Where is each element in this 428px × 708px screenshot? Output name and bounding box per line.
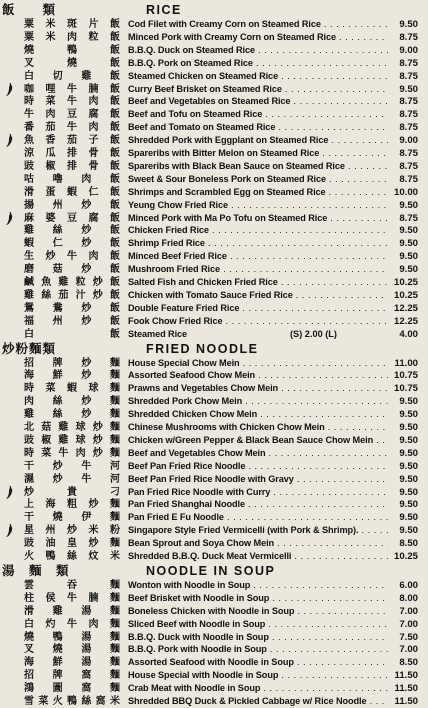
- menu-item-row: [0, 289, 428, 302]
- menu-item-name: Mushroom Fried Rice . . .: [128, 263, 388, 276]
- menu-item-chinese-name: 豉油皇炒麵: [24, 538, 120, 550]
- menu-item-row: [0, 186, 428, 199]
- menu-item-price: 10.75: [393, 383, 418, 395]
- menu-item-chinese-name: 咕嚕肉飯: [24, 173, 120, 185]
- menu-item-price: 9.50: [399, 409, 418, 421]
- menu-item-chinese-name: 上海粗炒麵: [24, 499, 120, 511]
- menu-item-row: [0, 31, 428, 44]
- menu-item-price: 9.50: [399, 225, 418, 237]
- menu-item-row: [0, 460, 428, 473]
- menu-item-chinese-name: 雲吞麵: [24, 579, 120, 591]
- menu-item-price: 9.50: [399, 251, 418, 263]
- menu-item-price: 10.25: [393, 551, 418, 562]
- menu-item-name: Crab Meat with Noodle in Soup . . .: [128, 682, 388, 695]
- menu-item-price: 8.75: [399, 122, 418, 134]
- menu-item-name: Wonton with Noodle in Soup . . .: [128, 579, 388, 592]
- menu-item-row: [0, 395, 428, 408]
- menu-item-chinese-name: 番茄牛肉飯: [24, 122, 120, 134]
- menu-item-row: [0, 250, 428, 263]
- chili-pepper-icon: [4, 211, 14, 226]
- menu-item-price: 9.50: [399, 512, 418, 524]
- menu-item-chinese-name: 燒鴨湯麵: [24, 631, 120, 643]
- menu-item-chinese-name: 粟米斑片飯: [24, 19, 120, 30]
- menu-item-price: 8.75: [399, 57, 418, 69]
- menu-item-row: [0, 421, 428, 434]
- menu-item-chinese-name: 肉絲炒麵: [24, 396, 120, 408]
- menu-item-chinese-name: 滑雞湯麵: [24, 605, 120, 617]
- menu-item-price: 8.75: [399, 70, 418, 82]
- menu-item-name: Shredded B.B.Q. Duck Meat Vermicelli . . .: [128, 550, 388, 563]
- menu-item-name: Assorted Seafood Chow Mein . . .: [128, 369, 388, 382]
- menu-item-price: 11.00: [394, 357, 418, 369]
- menu-item-price: 8.75: [399, 148, 418, 159]
- menu-item-chinese-name: 雞絲炒麵: [24, 409, 120, 421]
- menu-item-name: Pan Fried E Fu Noodle . . .: [128, 511, 388, 524]
- menu-item-chinese-name: 炒貴刁: [24, 486, 120, 498]
- menu-item-name: Minced Pork with Creamy Corn on Steamed Rice . . .: [128, 31, 388, 44]
- menu-item-row: [0, 579, 428, 592]
- menu-item-chinese-name: 海鮮炒麵: [24, 370, 120, 382]
- menu-item-price: 9.00: [399, 135, 418, 147]
- section-title: RICE: [146, 3, 182, 17]
- menu-item-chinese-name: 干炒牛河: [24, 460, 120, 472]
- menu-item-name: B.B.Q. Duck with Noodle in Soup . . .: [128, 631, 388, 644]
- menu-item-price: 8.50: [399, 657, 418, 669]
- menu-item-row: [0, 631, 428, 644]
- menu-item-row: [0, 408, 428, 421]
- menu-item-row: [0, 147, 428, 160]
- section-title: FRIED NOODLE: [146, 341, 259, 356]
- menu-item-price: 12.25: [393, 302, 418, 314]
- menu-item-price: 8.75: [399, 31, 418, 43]
- section-header: [0, 563, 428, 579]
- menu-item-chinese-name: 白切雞飯: [24, 70, 120, 82]
- menu-item-price: 9.50: [399, 447, 418, 459]
- menu-item-name: B.B.Q. Pork with Noodle in Soup . . .: [128, 643, 388, 656]
- menu-item-chinese-name: 柱侯牛腩麵: [24, 592, 120, 604]
- menu-item-price: 9.50: [399, 199, 418, 211]
- menu-item-row: [0, 173, 428, 186]
- menu-item-name: Sweet & Sour Boneless Pork on Steamed Rice . . .: [128, 173, 388, 186]
- menu-item-row: [0, 315, 428, 328]
- menu-item-name: Assorted Seafood with Noodle in Soup . . .: [128, 656, 388, 669]
- menu-item-chinese-name: 時菜牛肉飯: [24, 96, 120, 108]
- menu-item-price: 9.50: [399, 473, 418, 485]
- menu-item-name: Beef and Vegetables on Steamed Rice . . .: [128, 95, 388, 108]
- menu-item-name: Chicken Fried Rice . . .: [128, 224, 388, 237]
- menu-item-chinese-name: 叉燒湯麵: [24, 644, 120, 656]
- menu-item-price: 9.50: [399, 460, 418, 472]
- chili-pepper-icon: [4, 133, 14, 148]
- menu-item-row: [0, 618, 428, 631]
- menu-item-price: 8.75: [399, 173, 418, 185]
- menu-item-chinese-name: 北菇雞球炒麵: [24, 422, 120, 433]
- menu-item-chinese-name: 雪菜火鴨絲窩米: [24, 696, 120, 707]
- menu-item-size-options: (S) 2.00 (L): [290, 328, 337, 339]
- menu-item-row: [0, 434, 428, 447]
- menu-item-row: [0, 682, 428, 695]
- menu-item-name: Sliced Beef with Noodle in Soup . . .: [128, 618, 388, 631]
- menu-item-chinese-name: 星州炒米粉: [24, 525, 120, 537]
- menu-item-name: Yeung Chow Fried Rice . . .: [128, 199, 388, 212]
- menu-item-price: 9.50: [399, 525, 418, 537]
- menu-item-row: [0, 656, 428, 669]
- menu-item-price: 7.50: [399, 631, 418, 643]
- menu-item-chinese-name: 白灼牛肉麵: [24, 618, 120, 630]
- menu-item-row: [0, 511, 428, 524]
- menu-item-name: Pan Fried Rice Noodle with Curry . . .: [128, 486, 388, 499]
- chili-pepper-icon: [4, 485, 14, 500]
- section-title: NOODLE IN SOUP: [146, 563, 276, 578]
- menu-item-name: Fook Chow Fried Rice . . .: [128, 315, 388, 328]
- menu-item-row: [0, 382, 428, 395]
- chili-pepper-icon: [4, 523, 14, 538]
- menu-item-price: 7.00: [399, 618, 418, 630]
- menu-item-name: Salted Fish and Chicken Fried Rice . . .: [128, 276, 388, 289]
- menu-item-name: Pan Fried Shanghai Noodle . . .: [128, 498, 388, 511]
- menu-item-name: Beef and Tomato on Steamed Rice . . .: [128, 121, 388, 134]
- menu-item-row: [0, 592, 428, 605]
- menu-item-chinese-name: 叉燒飯: [24, 57, 120, 69]
- menu-item-chinese-name: 雞絲炒飯: [24, 225, 120, 237]
- menu-item-row: [0, 695, 428, 708]
- menu-item-price: 8.75: [399, 212, 418, 224]
- menu-item-price: 9.50: [399, 19, 418, 30]
- menu-item-chinese-name: 鴛鴦炒飯: [24, 302, 120, 314]
- menu-item-row: [0, 57, 428, 70]
- menu-item-chinese-name: 雞絲茄汁炒飯: [24, 289, 120, 301]
- menu-item-row: [0, 108, 428, 121]
- menu-item-chinese-name: 咖哩牛腩飯: [24, 83, 120, 95]
- menu-item-chinese-name: 揚州炒飯: [24, 199, 120, 211]
- menu-item-row: [0, 199, 428, 212]
- menu-item-chinese-name: 招牌炒麵: [24, 357, 120, 369]
- menu-item-row: [0, 70, 428, 83]
- menu-item-name: Curry Beef Brisket on Steamed Rice . . .: [128, 83, 388, 96]
- section-title-chinese: 炒粉麵類: [2, 340, 57, 356]
- menu-item-name: Spareribs with Bitter Melon on Steamed Rice . . .: [128, 147, 388, 160]
- menu-item-row: [0, 134, 428, 147]
- menu-item-name: Bean Sprout and Soya Chow Mein . . .: [128, 537, 388, 550]
- menu-item-chinese-name: 火鴨絲炆米: [24, 551, 120, 562]
- menu-item-price: 10.00: [393, 186, 418, 198]
- menu-item-name: B.B.Q. Pork on Steamed Rice . . .: [128, 57, 388, 70]
- menu-item-price: 12.25: [393, 315, 418, 327]
- menu-item-name: Shrimp Fried Rice . . .: [128, 237, 388, 250]
- menu-item-name: Shredded Pork with Eggplant on Steamed Rice . . .: [128, 134, 388, 147]
- menu-item-name: B.B.Q. Duck on Steamed Rice . . .: [128, 44, 388, 57]
- menu-item-chinese-name: 滑蛋蝦仁飯: [24, 186, 120, 198]
- menu-item-chinese-name: 鴻圖窩麵: [24, 683, 120, 695]
- menu-item-name: Spareribs with Black Bean Sauce on Steamed Rice . . .: [128, 160, 388, 173]
- menu-item-row: [0, 83, 428, 96]
- menu-item-price: 7.00: [399, 644, 418, 656]
- menu-item-name: Steamed Chicken on Steamed Rice . . .: [128, 70, 388, 83]
- menu-item-row: [0, 224, 428, 237]
- menu-item-price: 8.75: [399, 160, 418, 172]
- section-header: [0, 341, 428, 357]
- menu-item-row: [0, 160, 428, 173]
- menu-item-chinese-name: 魚香茄子飯: [24, 135, 120, 147]
- menu-item-price: 9.00: [399, 44, 418, 56]
- menu-item-name: Chicken w/Green Pepper & Black Bean Sauce Chow Mein . . .: [128, 434, 388, 447]
- menu-item-name: Cod Filet with Creamy Corn on Steamed Rice . . .: [128, 18, 388, 31]
- menu-item-chinese-name: 時菜蝦球麵: [24, 383, 120, 395]
- section-title-chinese: 飯 類: [2, 2, 57, 17]
- menu-item-price: 9.50: [399, 434, 418, 446]
- menu-item-name: Minced Beef Fried Rice . . .: [128, 250, 388, 263]
- menu-item-chinese-name: 時菜牛肉炒麵: [24, 447, 120, 459]
- menu-item-price: 9.50: [399, 422, 418, 433]
- menu-item-price: 11.50: [394, 670, 418, 682]
- menu-item-name: Steamed Rice: [128, 328, 188, 339]
- menu-item-price: 9.50: [399, 499, 418, 511]
- menu-item-row: [0, 473, 428, 486]
- menu-item-price: 8.75: [399, 96, 418, 108]
- menu-item-chinese-name: 麻婆豆腐飯: [24, 212, 120, 224]
- menu-item-row: [0, 328, 428, 341]
- menu-item-price: 8.50: [399, 538, 418, 550]
- chili-pepper-icon: [4, 82, 14, 97]
- menu-item-row: [0, 357, 428, 370]
- menu-item-name: Beef Brisket with Noodle in Soup . . .: [128, 592, 388, 605]
- menu-item-price: 10.25: [393, 277, 418, 288]
- menu-item-name: Shrimps and Scrambled Egg on Steamed Rice . . .: [128, 186, 388, 199]
- menu-item-row: [0, 121, 428, 134]
- menu-item-row: [0, 447, 428, 460]
- menu-item-price: 9.50: [399, 396, 418, 408]
- menu-item-name: Boneless Chicken with Noodle in Soup . . .: [128, 605, 388, 618]
- menu-item-price: 8.75: [399, 109, 418, 121]
- menu-item-chinese-name: 蝦仁炒飯: [24, 238, 120, 250]
- menu-item-name: Shredded Pork Chow Mein . . .: [128, 395, 388, 408]
- menu-item-chinese-name: 濕炒牛河: [24, 473, 120, 485]
- section-title-chinese: 湯 麵 類: [2, 562, 70, 578]
- menu-item-row: [0, 369, 428, 382]
- menu-item-row: [0, 263, 428, 276]
- menu-item-name: Beef and Vegetables Chow Mein . . .: [128, 447, 388, 460]
- menu-item-price: 7.00: [399, 605, 418, 617]
- menu-item-name: Minced Pork with Ma Po Tofu on Steamed Rice . . .: [128, 212, 388, 225]
- menu-item-row: [0, 95, 428, 108]
- menu-item-chinese-name: 干燒伊麵: [24, 512, 120, 524]
- menu-item-name: Beef Pan Fried Rice Noodle . . .: [128, 460, 388, 473]
- menu-item-price: 11.50: [394, 696, 418, 707]
- menu-item-name: House Special with Noodle in Soup . . .: [128, 669, 388, 682]
- menu-item-name: Chinese Mushrooms with Chicken Chow Mein . . .: [128, 421, 388, 434]
- menu-item-row: [0, 276, 428, 289]
- menu-item-price: 11.50: [394, 683, 418, 695]
- menu-item-name: House Special Chow Mein . . .: [128, 357, 388, 370]
- menu-item-chinese-name: 福州炒飯: [24, 315, 120, 327]
- menu-item-chinese-name: 招牌窩麵: [24, 670, 120, 682]
- menu-item-chinese-name: 磨菇炒飯: [24, 264, 120, 276]
- menu-item-row: [0, 669, 428, 682]
- menu-item-chinese-name: 豉椒排骨飯: [24, 160, 120, 172]
- menu-item-price: 9.50: [399, 83, 418, 95]
- menu-item-row: [0, 498, 428, 511]
- menu-item-name: Prawns and Vegetables Chow Mein . . .: [128, 382, 388, 395]
- menu-item-row: [0, 18, 428, 31]
- menu-item-row: [0, 237, 428, 250]
- menu-item-chinese-name: 豉椒雞球炒麵: [24, 434, 120, 446]
- menu-item-row: [0, 212, 428, 225]
- menu-item-price: 9.50: [399, 486, 418, 498]
- menu-item-name: Shredded BBQ Duck & Pickled Cabbage w/ Rice Noodle . . .: [128, 695, 388, 708]
- menu-item-name: Shredded Chicken Chow Mein . . .: [128, 408, 388, 421]
- menu-item-price: 9.50: [399, 264, 418, 276]
- menu-item-name: Chicken with Tomato Sauce Fried Rice . . .: [128, 289, 388, 302]
- menu-item-price: 9.50: [399, 238, 418, 250]
- menu-item-row: [0, 524, 428, 537]
- menu-item-name: Singapore Style Fried Vermicelli (with Pork & Shrimp). . . .: [128, 524, 388, 537]
- menu-item-chinese-name: 涼瓜排骨飯: [24, 148, 120, 159]
- menu-item-chinese-name: 燒鴨飯: [24, 44, 120, 56]
- menu-item-row: [0, 302, 428, 315]
- section-header: [0, 2, 428, 18]
- menu-item-chinese-name: 海鮮湯麵: [24, 657, 120, 669]
- menu-item-price: 10.75: [393, 370, 418, 382]
- menu-item-row: [0, 486, 428, 499]
- menu-item-chinese-name: 鹹魚雞粒炒飯: [24, 277, 120, 288]
- menu-item-row: [0, 44, 428, 57]
- menu-item-row: [0, 605, 428, 618]
- menu-item-chinese-name: 白飯: [24, 328, 120, 340]
- menu-item-price: 4.00: [399, 328, 418, 340]
- menu-item-price: 6.00: [399, 579, 418, 591]
- menu-item-name: Beef Pan Fried Rice Noodle with Gravy . . .: [128, 473, 388, 486]
- menu-item-row: [0, 537, 428, 550]
- menu-item-chinese-name: 粟米肉粒飯: [24, 31, 120, 43]
- menu-item-price: 10.25: [393, 289, 418, 301]
- menu-item-chinese-name: 生炒牛肉飯: [24, 251, 120, 263]
- menu-item-name: Double Feature Fried Rice . . .: [128, 302, 388, 315]
- menu-item-row: [0, 550, 428, 563]
- menu-item-row: [0, 643, 428, 656]
- menu-item-chinese-name: 牛肉豆腐飯: [24, 109, 120, 121]
- menu-item-price: 8.00: [399, 592, 418, 604]
- menu-item-name: Beef and Tofu on Steamed Rice . . .: [128, 108, 388, 121]
